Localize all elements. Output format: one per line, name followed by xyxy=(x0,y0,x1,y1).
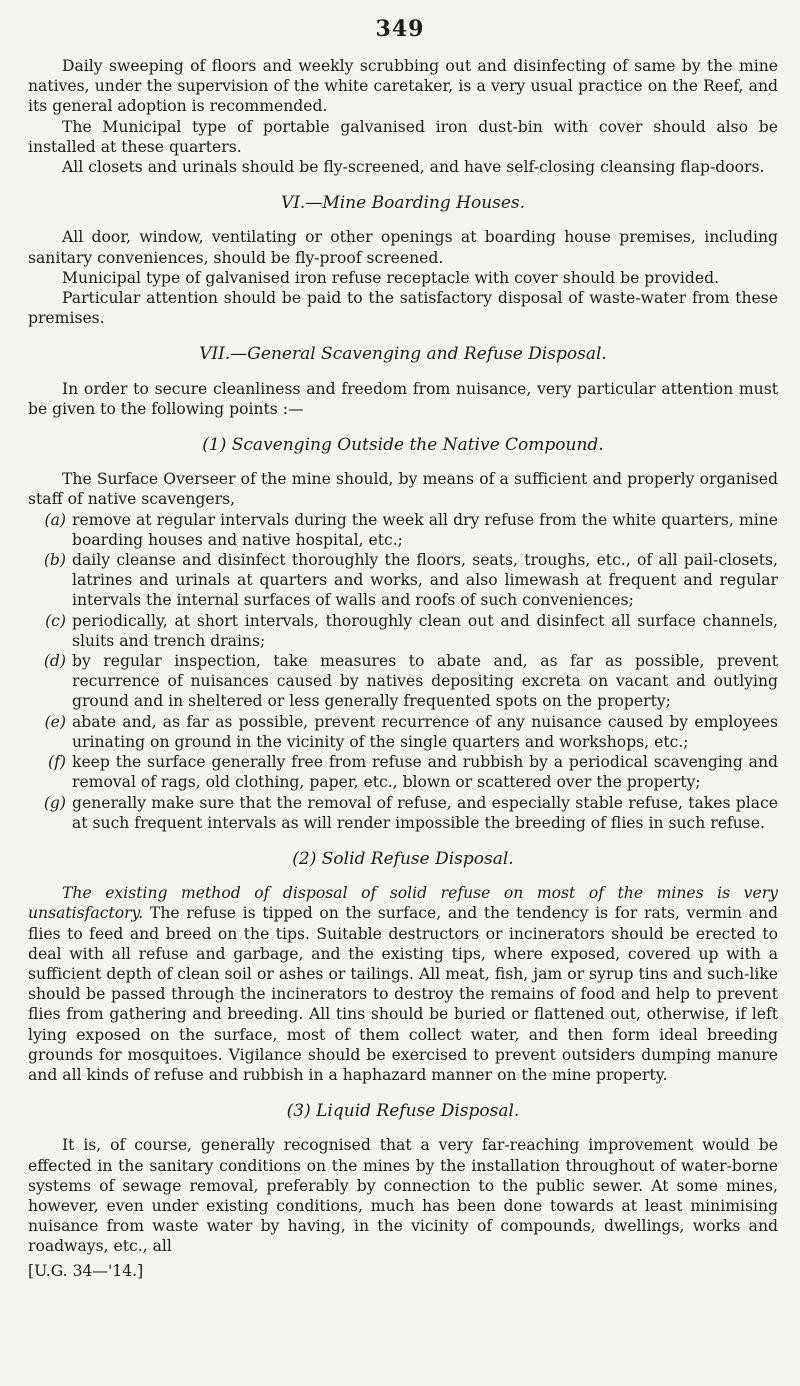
section-heading: VI.—Mine Boarding Houses. xyxy=(280,193,526,214)
footer-reference: [U.G. 34—'14.] xyxy=(28,1261,144,1280)
list-item-text: daily cleanse and disinfect thoroughly the floors, seats, troughs, etc., of all pail-closets, latrines and urinals at quarters and works, and also limewash at frequent and regular intervals the internal surfaces of walls and roofs of such conveniences; xyxy=(72,551,778,610)
paragraph: Particular attention should be paid to the satisfactory disposal of waste-water from these premises. xyxy=(28,289,778,328)
list-item xyxy=(28,752,778,792)
scavenging-list xyxy=(28,510,778,833)
list-item-label: (g) xyxy=(43,793,66,812)
subsection-heading: (1) Scavenging Outside the Native Compound. xyxy=(202,435,604,456)
paragraph: It is, of course, generally recognised that a very far-reaching improvement would be effected in the sanitary conditions on the mines by the installation throughout of water-borne systems of sewage removal, preferably by connection to the public sewer. At some mines, however, even under existing conditions, much has been done towards at least minimising nuisance from waste water by having, in the vicinity of compounds, dwellings, works and roadways, etc., all xyxy=(28,1136,778,1256)
paragraph-body: The refuse is tipped on the surface, and the tendency is for rats, vermin and flies to feed and breed on the tips. Suitable destructors or incinerators should be erected to deal with all refuse and garbage, and the existing tips, where exposed, covered up with a sufficient depth of clean soil or ashes or tailings. All meat, fish, jam or syrup tins and such-like should be passed through the incinerators to destroy the remains of food and help to prevent flies from gathering and breeding. All tins should be buried or flattened out, otherwise, if left lying exposed on the surface, most of them collect water, and then form ideal breeding grounds for mosquitoes. Vigilance should be exercised to prevent outsiders dumping manure and all kinds of refuse and rubbish in a haphazard manner on the mine property. xyxy=(28,904,778,1084)
list-item xyxy=(28,611,778,651)
list-item-text: keep the surface generally free from refuse and rubbish by a periodical scavenging and removal of rags, old clothing, paper, etc., blown or scattered over the property; xyxy=(72,753,778,792)
italic-lead: The existing method of disposal of solid refuse on most of the mines is very unsatisfactory. xyxy=(28,884,778,923)
list-item-label: (e) xyxy=(44,712,66,731)
page-body xyxy=(28,56,778,1281)
paragraph: The Surface Overseer of the mine should, by means of a sufficient and properly organised staff of native scavengers, xyxy=(28,470,778,509)
list-item-label: (b) xyxy=(43,551,66,570)
paragraph: In order to secure cleanliness and freedom from nuisance, very particular attention must be given to the following points :— xyxy=(28,379,778,418)
list-item-label: (d) xyxy=(43,652,66,671)
list-item xyxy=(28,550,778,611)
paragraph: All closets and urinals should be fly-screened, and have self-closing cleansing flap-doors. xyxy=(62,158,765,177)
list-item-label: (f) xyxy=(48,753,66,772)
paragraph xyxy=(28,883,778,1085)
section-heading: VII.—General Scavenging and Refuse Disposal. xyxy=(199,344,607,365)
list-item-label: (a) xyxy=(44,510,66,529)
list-item-text: periodically, at short intervals, thoroughly clean out and disinfect all surface channels, sluits and trench drains; xyxy=(72,611,778,650)
paragraph: Municipal type of galvanised iron refuse receptacle with cover should be provided. xyxy=(62,268,720,287)
list-item xyxy=(28,651,778,712)
list-item-text: generally make sure that the removal of refuse, and especially stable refuse, takes place at such frequent intervals as will render impossible the breeding of flies in such refuse. xyxy=(72,793,778,832)
list-item xyxy=(28,793,778,833)
list-item xyxy=(28,510,778,550)
list-item-label: (c) xyxy=(45,611,66,630)
page-number: 349 xyxy=(375,16,425,42)
paragraph: Daily sweeping of floors and weekly scrubbing out and disinfecting of same by the mine natives, under the supervision of the white caretaker, is a very usual practice on the Reef, and its general adoption is recommended. xyxy=(28,57,778,116)
list-item-text: by regular inspection, take measures to abate and, as far as possible, prevent recurrence of nuisances caused by natives depositing excreta on vacant and outlying ground and in sheltered or less generally frequented spots on the property; xyxy=(72,652,778,711)
subsection-heading: (3) Liquid Refuse Disposal. xyxy=(286,1101,520,1122)
paragraph: The Municipal type of portable galvanised iron dust-bin with cover should also be installed at these quarters. xyxy=(28,117,778,156)
subsection-heading: (2) Solid Refuse Disposal. xyxy=(292,848,514,869)
list-item xyxy=(28,712,778,752)
list-item-text: remove at regular intervals during the week all dry refuse from the white quarters, mine boarding houses and native hospital, etc.; xyxy=(72,510,778,549)
paragraph: All door, window, ventilating or other openings at boarding house premises, including sanitary conveniences, should be fly-proof screened. xyxy=(28,228,778,267)
list-item-text: abate and, as far as possible, prevent recurrence of any nuisance caused by employees urinating on ground in the vicinity of the single quarters and workshops, etc.; xyxy=(72,712,778,751)
